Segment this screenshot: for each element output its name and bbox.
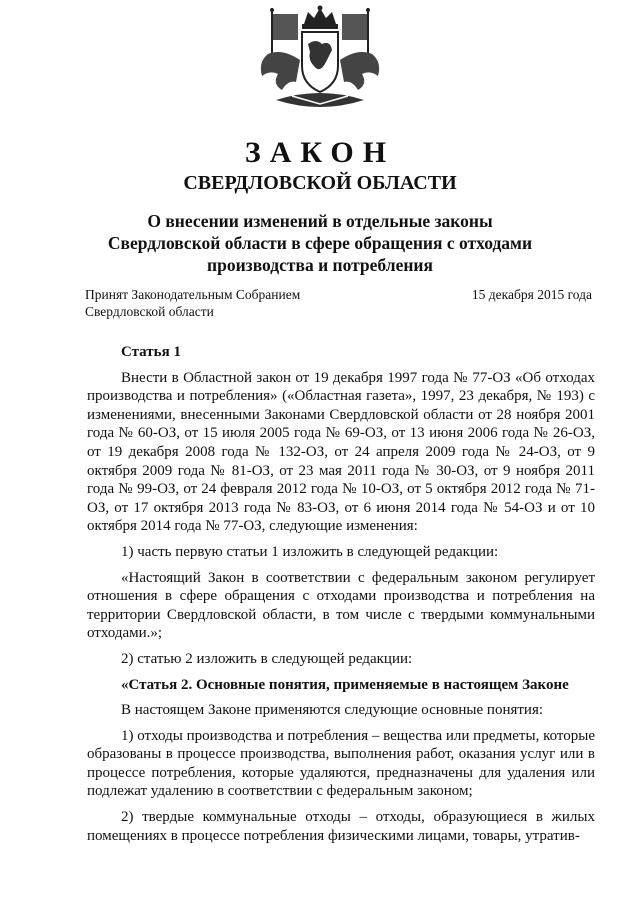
law-title-line: Свердловской области в сфере обращения с отходами [107, 233, 533, 253]
paragraph: «Настоящий Закон в соответствии с федеральным законом регулирует отношения в сфере обращения с отходами производства и потребления на территории Свердловской области, в том числе с твердыми коммунальными отходами.»; [87, 569, 595, 642]
paragraph: 2) статью 2 изложить в следующей редакции: [121, 650, 413, 667]
subarticle-heading: «Статья 2. Основные понятия, применяемые в настоящем Законе [121, 676, 569, 693]
region-heading: СВЕРДЛОВСКОЙ ОБЛАСТИ [183, 172, 457, 194]
document-type-heading: ЗАКОН [244, 136, 396, 169]
coat-of-arms-emblem [242, 4, 398, 116]
law-title-line: О внесении изменений в отдельные законы [147, 211, 493, 231]
law-title [60, 210, 580, 276]
paragraph: Внести в Областной закон от 19 декабря 1997 года № 77-ОЗ «Об отходах производства и потребления» («Областная газета», 1997, 23 декабря, № 193) с изменениями, внесенными Законами Свердловской области от 28 ноября 2001 года № 60-ОЗ, от 15 июля 2005 года № 69-ОЗ, от 13 июня 2006 года № 26-ОЗ, от 19 декабря 2008 года № 132-ОЗ, от 24 апреля 2009 года № 24-ОЗ, от 9 октября 2009 года № 81-ОЗ, от 23 мая 2011 года № 30-ОЗ, от 9 ноября 2011 года № 99-ОЗ, от 24 февраля 2012 года № 10-ОЗ, от 5 октября 2012 года № 71-ОЗ, от 17 октября 2013 года № 83-ОЗ, от 6 июня 2014 года № 54-ОЗ и от 10 октября 2014 года № 77-ОЗ, следующие изменения: [87, 369, 595, 535]
adopted-by-block [85, 286, 300, 320]
article-heading: Статья 1 [121, 344, 181, 360]
law-title-line: производства и потребления [207, 255, 433, 275]
paragraph: 1) часть первую статьи 1 изложить в следующей редакции: [121, 543, 499, 560]
adopted-by-line: Свердловской области [85, 304, 214, 319]
article-body [87, 343, 595, 845]
paragraph: В настоящем Законе применяются следующие основные понятия: [121, 702, 544, 719]
adopted-by-line: Принят Законодательным Собранием [85, 287, 301, 302]
adoption-date: 15 декабря 2015 года [471, 287, 592, 302]
paragraph: 1) отходы производства и потребления – вещества или предметы, которые образованы в процессе производства, выполнения работ, оказания услуг или в процессе потребления, которые удаляются, предназначены для удаления или подлежат удалению в соответствии с федеральным законом; [87, 727, 595, 800]
paragraph: 2) твердые коммунальные отходы – отходы, образующиеся в жилых помещениях в процессе потребления физическими лицами, товары, утратив- [87, 809, 595, 844]
